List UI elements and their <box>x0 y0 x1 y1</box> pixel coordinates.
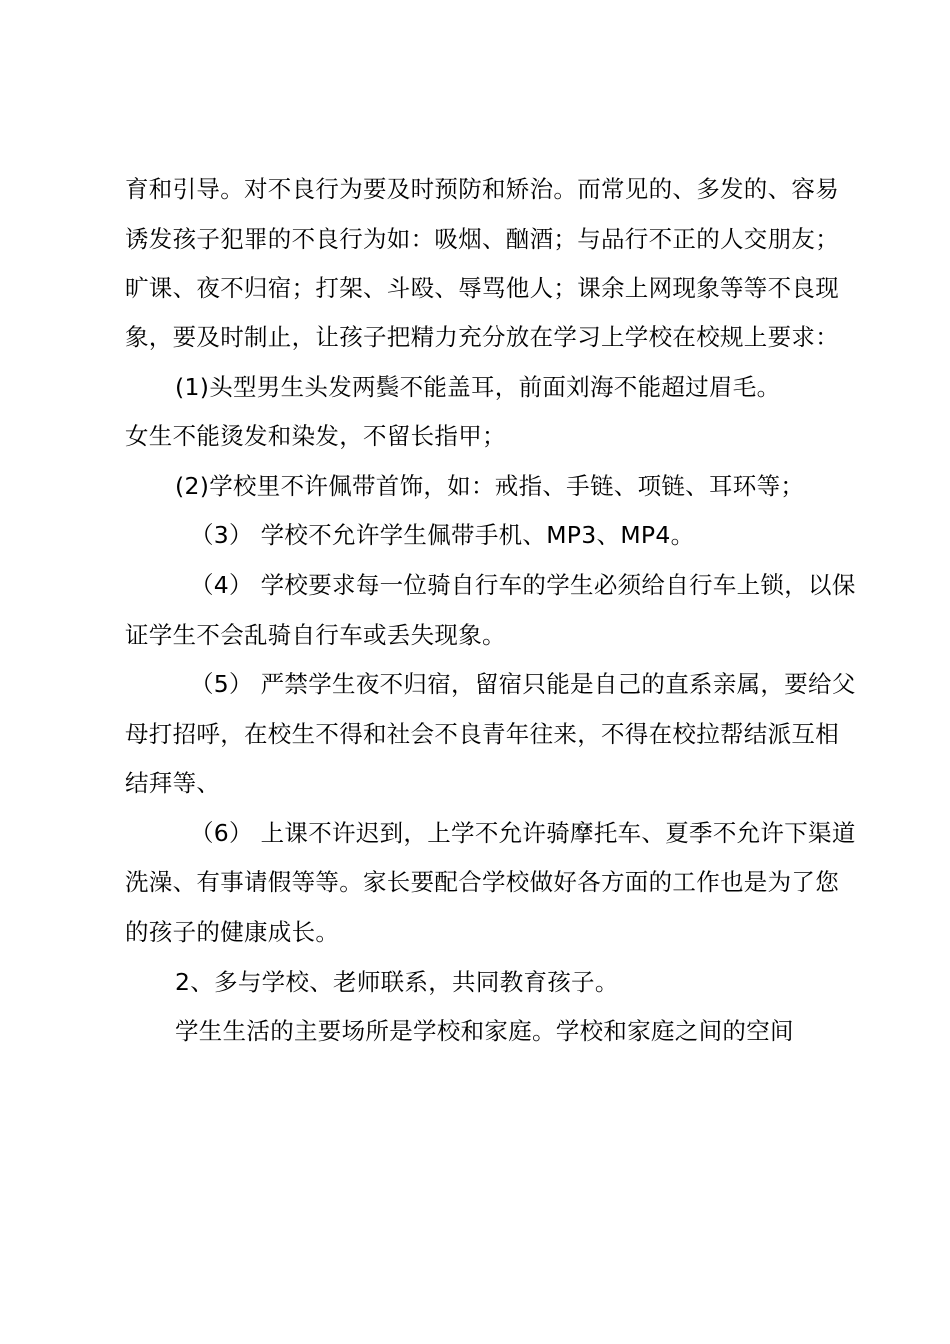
text-line-13: 结拜等、 <box>125 769 221 797</box>
text-line-5: (1)头型男生头发两鬓不能盖耳，前面刘海不能超过眉毛。 <box>175 373 781 401</box>
text-line-10: 证学生不会乱骑自行车或丢失现象。 <box>125 621 506 649</box>
text-line-12: 母打招呼，在校生不得和社会不良青年往来，不得在校拉帮结派互相 <box>125 720 839 748</box>
text-line-16: 的孩子的健康成长。 <box>125 918 340 946</box>
text-line-1: 育和引导。对不良行为要及时预防和矫治。而常见的、多发的、容易 <box>125 175 839 203</box>
text-line-4: 象，要及时制止，让孩子把精力充分放在学习上学校在校规上要求： <box>125 323 839 351</box>
text-line-14: （6） 上课不许迟到，上学不允许骑摩托车、夏季不允许下渠道 <box>190 819 856 847</box>
text-line-7: (2)学校里不许佩带首饰，如：戒指、手链、项链、耳环等； <box>175 472 805 500</box>
text-line-8: （3） 学校不允许学生佩带手机、MP3、MP4。 <box>190 521 695 549</box>
text-line-9: （4） 学校要求每一位骑自行车的学生必须给自行车上锁，以保 <box>190 571 856 599</box>
text-line-17: 2、多与学校、老师联系，共同教育孩子。 <box>175 968 619 996</box>
text-line-15: 洗澡、有事请假等等。家长要配合学校做好各方面的工作也是为了您 <box>125 868 839 896</box>
text-line-6: 女生不能烫发和染发，不留长指甲； <box>125 422 506 450</box>
text-line-11: （5） 严禁学生夜不归宿，留宿只能是自己的直系亲属，要给父 <box>190 670 856 698</box>
text-line-18: 学生生活的主要场所是学校和家庭。学校和家庭之间的空间 <box>175 1017 794 1045</box>
text-line-3: 旷课、夜不归宿；打架、斗殴、辱骂他人；课余上网现象等等不良现 <box>125 274 839 302</box>
text-line-2: 诱发孩子犯罪的不良行为如：吸烟、酗酒；与品行不正的人交朋友； <box>125 225 839 253</box>
